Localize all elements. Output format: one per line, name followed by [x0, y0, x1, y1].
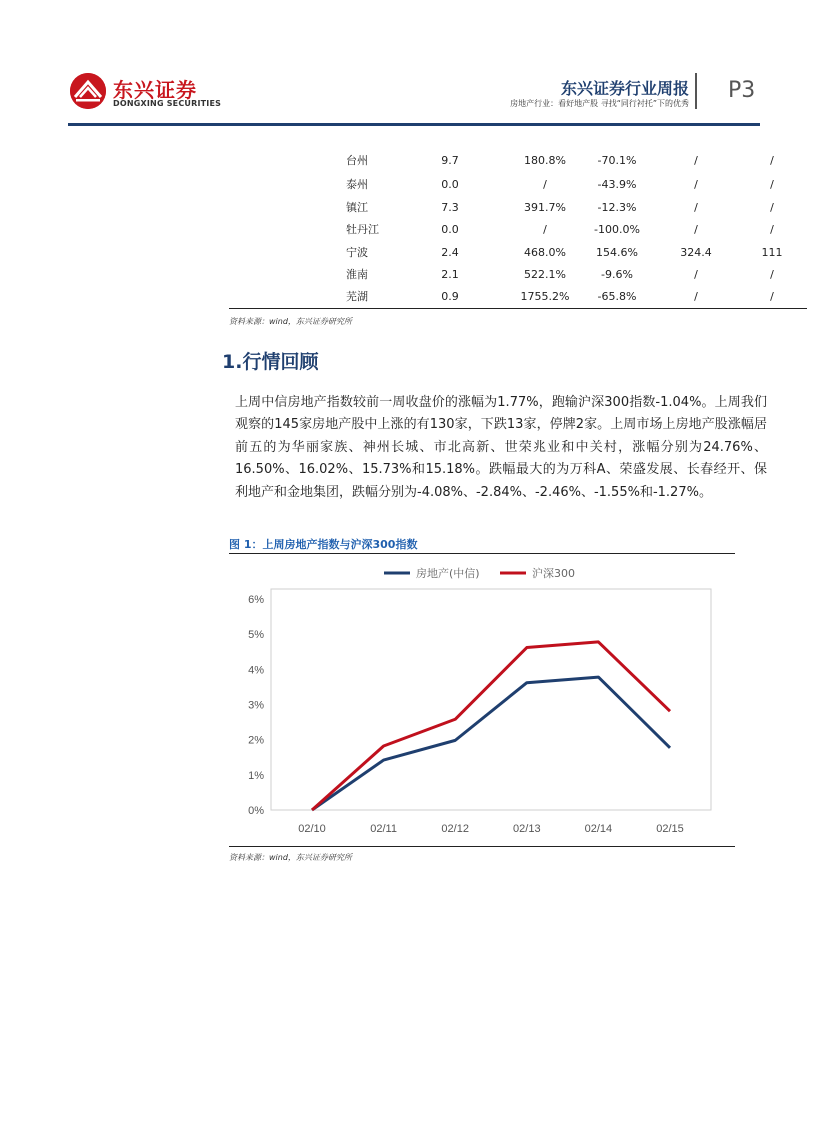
table-cell: /	[694, 201, 698, 214]
series-line	[312, 642, 670, 810]
page-number: P3	[728, 78, 756, 103]
series-line	[312, 677, 670, 810]
report-subtitle: 房地产行业：看好地产股 寻找“同行衬托”下的优秀	[510, 99, 689, 108]
company-logo	[70, 73, 106, 109]
y-tick-label: 3%	[248, 699, 264, 712]
table-cell: 镇江	[346, 201, 368, 214]
table-cell: 391.7%	[524, 201, 566, 214]
table-source-note: 资料来源：wind，东兴证券研究所	[229, 317, 352, 326]
figure-source-note: 资料来源：wind，东兴证券研究所	[229, 853, 352, 862]
legend-label: 沪深300	[532, 567, 575, 580]
table-cell: /	[543, 178, 547, 191]
x-tick-label: 02/12	[441, 823, 469, 835]
table-cell: /	[770, 268, 774, 281]
logo-text-en: DONGXING SECURITIES	[113, 99, 222, 108]
table-cell: 0.0	[441, 178, 459, 191]
legend-label: 房地产(中信)	[416, 567, 480, 580]
table-cell: 9.7	[441, 154, 459, 167]
table-cell: 324.4	[680, 246, 712, 259]
table-cell: 468.0%	[524, 246, 566, 259]
y-tick-label: 6%	[248, 594, 264, 606]
table-cell: /	[694, 154, 698, 167]
y-tick-label: 4%	[248, 664, 264, 677]
table-cell: /	[694, 290, 698, 303]
table-row	[0, 286, 827, 308]
table-cell: /	[770, 290, 774, 303]
logo-mark-icon	[70, 73, 106, 109]
y-tick-label: 1%	[248, 769, 264, 782]
y-tick-label: 0%	[248, 805, 264, 817]
table-cell: 宁波	[346, 246, 368, 259]
table-cell: 7.3	[441, 201, 459, 214]
table-cell: 0.0	[441, 223, 459, 236]
x-tick-label: 02/13	[513, 823, 541, 835]
figure-caption: 图 1：上周房地产指数与沪深300指数	[229, 538, 418, 551]
table-cell: /	[694, 223, 698, 236]
table-cell: /	[694, 268, 698, 281]
table-row	[0, 264, 827, 286]
figure-bottom-rule	[229, 846, 735, 847]
plot-frame	[271, 589, 711, 810]
y-tick-label: 5%	[248, 629, 264, 642]
table-cell: 芜湖	[346, 290, 368, 303]
city-data-table	[0, 150, 827, 310]
section-title: 1.行情回顾	[222, 351, 319, 373]
table-row	[0, 197, 827, 219]
table-row	[0, 174, 827, 196]
table-row	[0, 219, 827, 241]
table-cell: 522.1%	[524, 268, 566, 281]
x-tick-label: 02/10	[298, 823, 326, 835]
table-cell: 淮南	[346, 268, 368, 281]
table-cell: -100.0%	[594, 223, 640, 236]
table-cell: /	[770, 178, 774, 191]
table-cell: /	[694, 178, 698, 191]
table-cell: 0.9	[441, 290, 459, 303]
table-cell: /	[770, 201, 774, 214]
table-cell: -43.9%	[597, 178, 637, 191]
table-cell: -70.1%	[597, 154, 637, 167]
table-row	[0, 150, 827, 172]
table-row	[0, 242, 827, 264]
table-cell: 2.1	[441, 268, 459, 281]
table-cell: /	[770, 223, 774, 236]
header-rule	[68, 123, 760, 126]
table-cell: 1755.2%	[520, 290, 570, 303]
x-tick-label: 02/14	[584, 823, 613, 835]
table-cell: 2.4	[441, 246, 459, 259]
x-tick-label: 02/15	[656, 823, 684, 835]
table-cell: 牡丹江	[346, 223, 379, 236]
table-cell: 泰州	[346, 178, 368, 191]
table-cell: 180.8%	[524, 154, 566, 167]
table-cell: -9.6%	[601, 268, 633, 281]
table-cell: 111	[761, 246, 783, 259]
table-cell: -65.8%	[597, 290, 637, 303]
report-title: 东兴证券行业周报	[560, 79, 689, 98]
table-cell: 154.6%	[596, 246, 638, 259]
logo-text-cn: 东兴证券	[113, 78, 197, 102]
table-cell: /	[770, 154, 774, 167]
table-bottom-rule	[229, 308, 807, 309]
header-divider	[695, 73, 697, 109]
x-tick-label: 02/11	[370, 823, 397, 835]
table-cell: 台州	[346, 154, 368, 167]
table-cell: -12.3%	[597, 201, 637, 214]
y-tick-label: 2%	[248, 734, 264, 747]
table-cell: /	[543, 223, 547, 236]
body-paragraph: 上周中信房地产指数较前一周收盘价的涨幅为1.77%，跑输沪深300指数-1.04%。上周我们观察的145家房地产股中上涨的有130家，下跌13家，停牌2家。上周市场上房地产股涨幅居前五的为华丽家族、神州长城、市北高新、世荣兆业和中关村，涨幅分别为24.76%、16.50%、16.02%、15.73%和15.18%。跌幅最大的为万科A、荣盛发展、长春经开、保利地产和金地集团，跌幅分别为-4.08%、-2.84%、-2.46%、-1.55%和-1.27%。	[235, 395, 767, 500]
line-chart	[229, 554, 735, 844]
